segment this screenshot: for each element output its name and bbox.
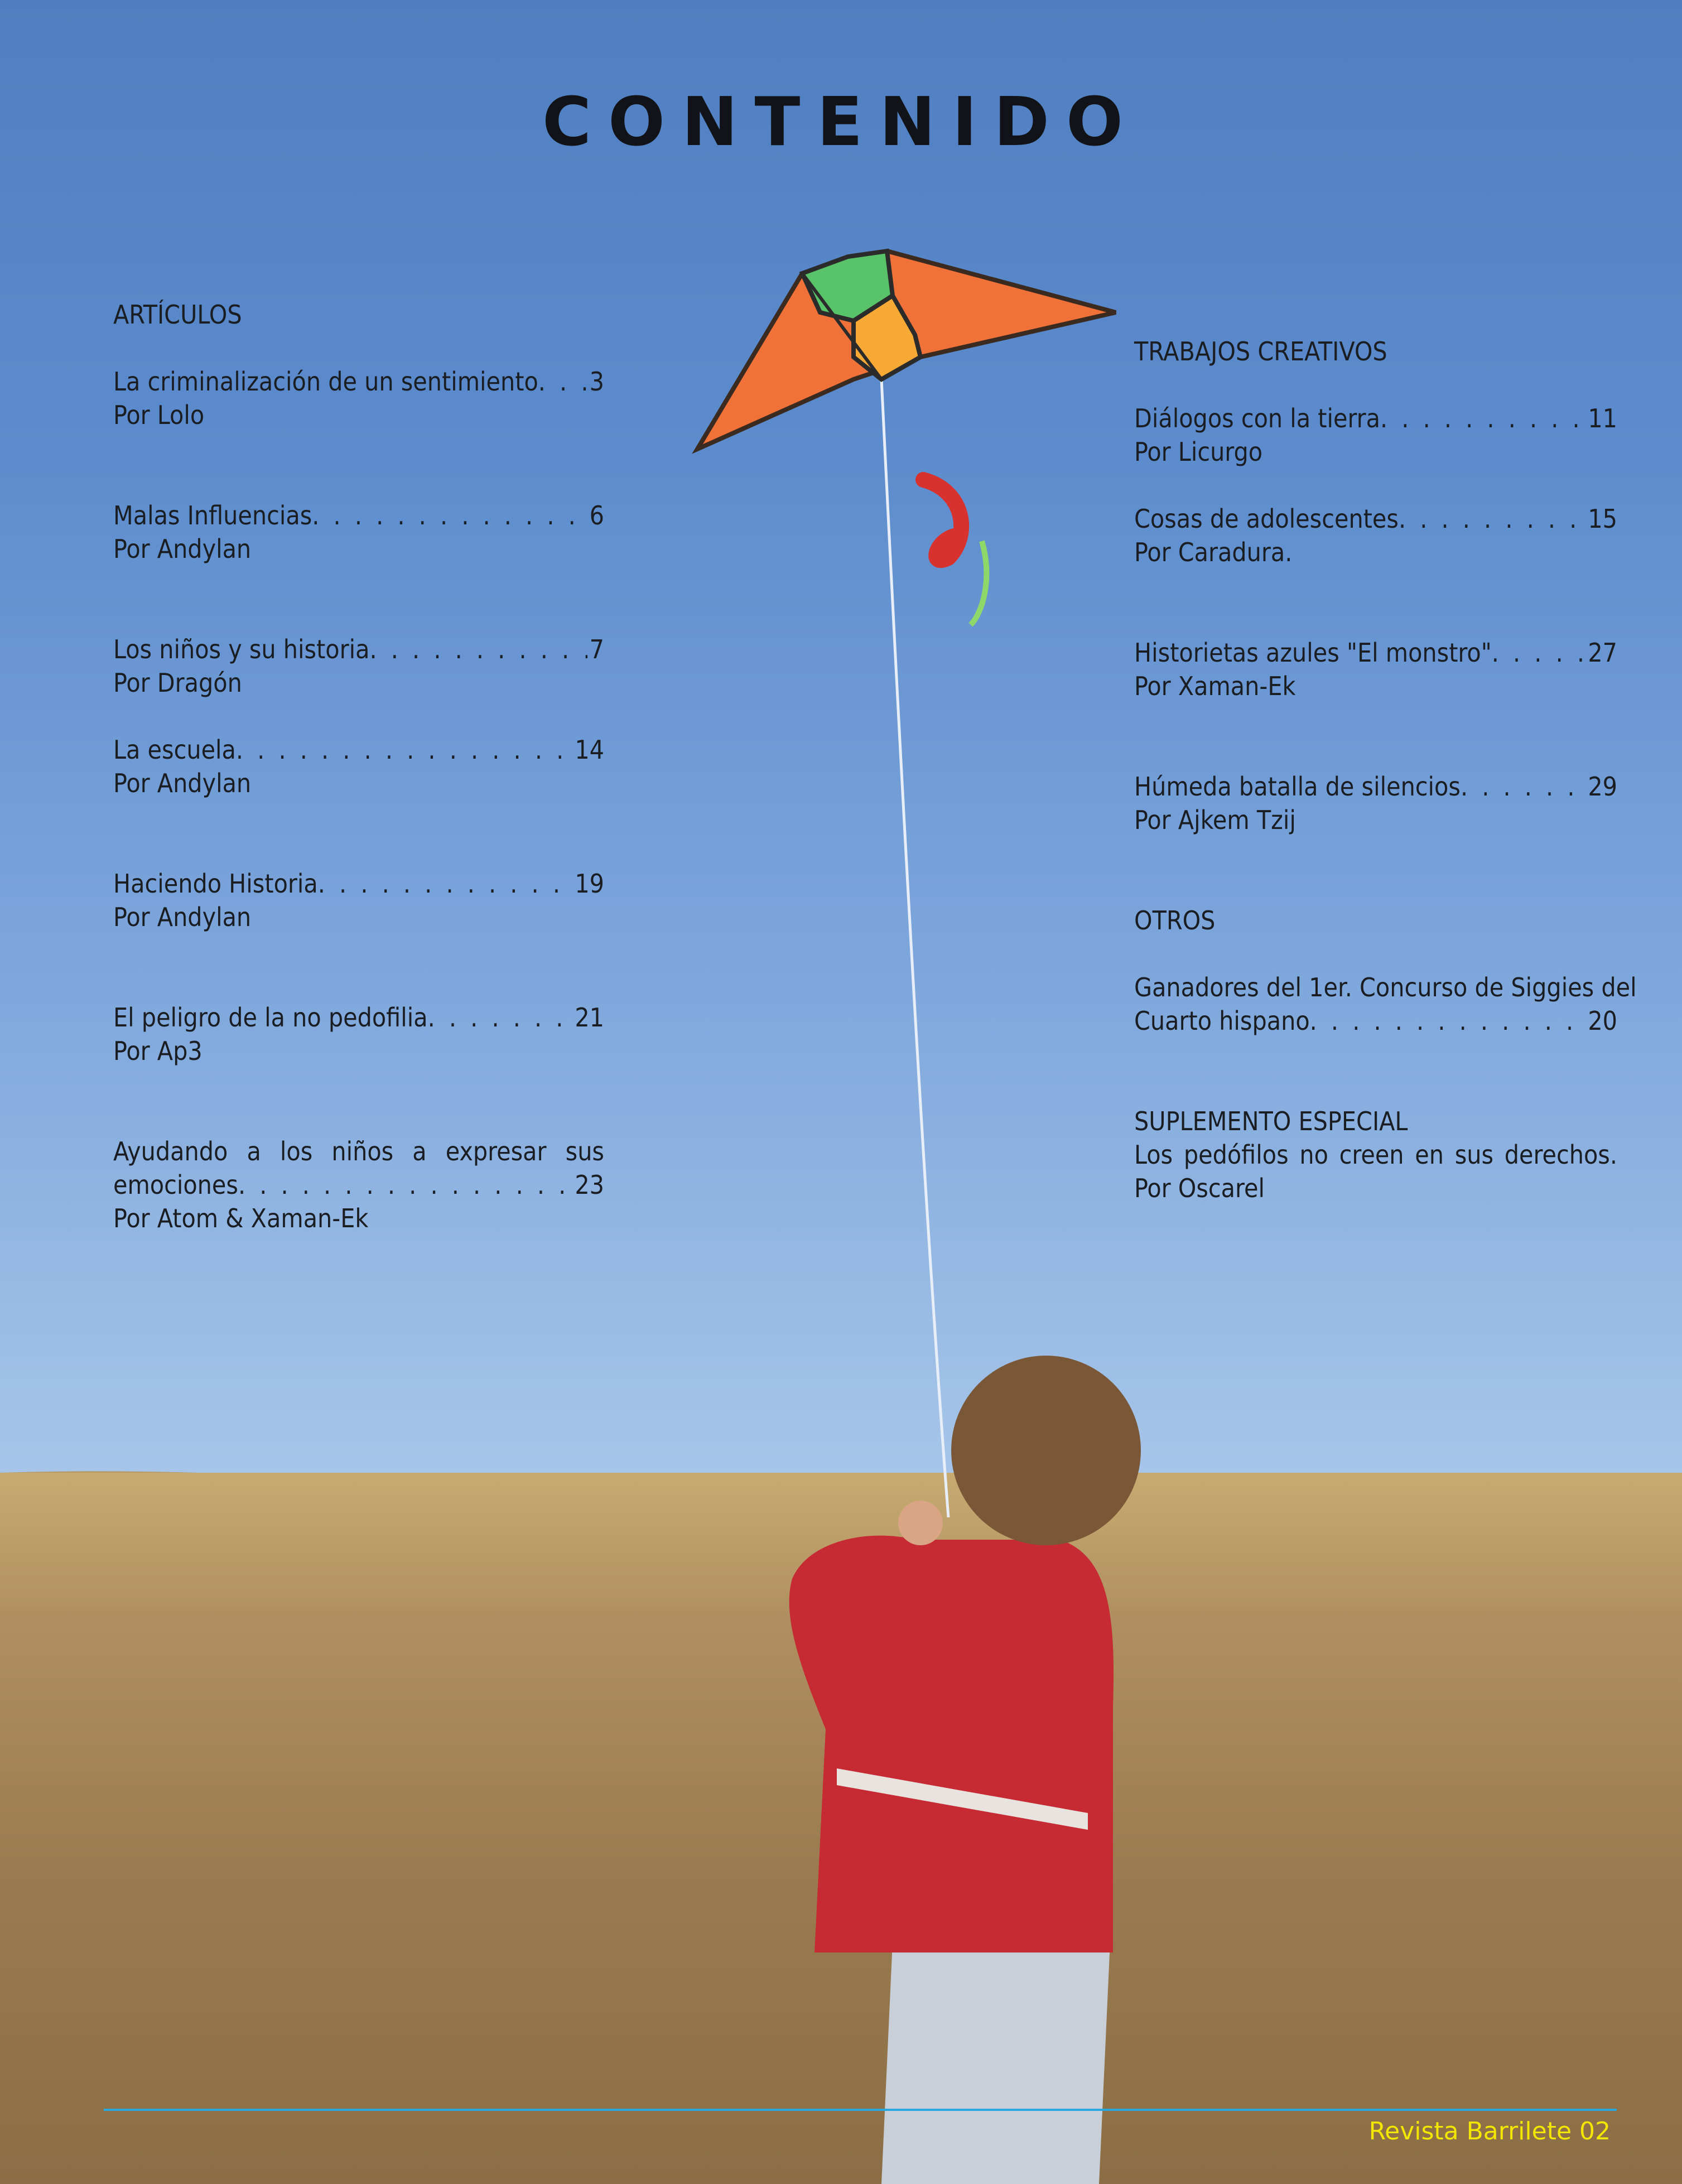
entry-title: La criminalización de un sentimiento [113, 367, 538, 397]
toc-entry[interactable] [113, 365, 604, 432]
entry-author: Por Caradura. [1134, 537, 1293, 567]
page-number: 15 [1588, 504, 1617, 534]
dot-leader [1461, 770, 1585, 803]
entry-author: Por Andylan [113, 768, 252, 798]
entry-title: Los pedófilos no creen en sus derechos. [1134, 1140, 1617, 1170]
articles-column [113, 298, 604, 1233]
section-heading-articulos: ARTÍCULOS [113, 300, 242, 330]
toc-entry[interactable] [113, 867, 604, 934]
dot-leader [318, 867, 573, 900]
page-number: 6 [589, 500, 604, 531]
entry-title: Cosas de adolescentes [1134, 504, 1399, 534]
entry-author: Por Andylan [113, 534, 252, 564]
entry-title: La escuela [113, 735, 236, 765]
entry-title: Haciendo Historia [113, 869, 318, 899]
supplement-block[interactable] [1134, 1105, 1617, 1205]
section-heading-suplemento: SUPLEMENTO ESPECIAL [1134, 1106, 1408, 1136]
entry-author: Por Dragón [113, 668, 242, 698]
toc-entry[interactable] [113, 733, 604, 800]
footer-divider [104, 2109, 1617, 2111]
page-number: 7 [589, 634, 604, 664]
dot-leader [538, 365, 587, 398]
page-number: 29 [1588, 772, 1617, 802]
entry-author: Por Licurgo [1134, 437, 1263, 467]
section-heading-otros: OTROS [1134, 905, 1216, 936]
dot-leader [1310, 1004, 1586, 1038]
entry-title: Húmeda batalla de silencios [1134, 772, 1461, 802]
dot-leader [369, 633, 587, 666]
section-heading-trabajos: TRABAJOS CREATIVOS [1134, 336, 1387, 367]
entry-title: Malas Influencias [113, 500, 312, 531]
page-number: 14 [575, 735, 604, 765]
entry-author: Por Ap3 [113, 1036, 203, 1066]
entry-author: Por Lolo [113, 400, 205, 430]
toc-entry[interactable] [113, 1135, 604, 1235]
toc-entry[interactable] [1134, 971, 1637, 1038]
toc-entry[interactable] [1134, 402, 1617, 469]
entry-title: Diálogos con la tierra [1134, 403, 1381, 433]
dot-leader [238, 1168, 572, 1202]
dot-leader [1380, 402, 1585, 435]
entry-title-continued: Cuarto hispano [1134, 1006, 1310, 1036]
page-number: 20 [1588, 1006, 1617, 1036]
entry-author: Por Ajkem Tzij [1134, 805, 1296, 835]
dot-leader [1399, 502, 1585, 536]
dot-leader [236, 733, 572, 766]
entry-title: Historietas azules "El monstro" [1134, 638, 1492, 668]
entry-author: Por Atom & Xaman-Ek [113, 1203, 369, 1233]
dot-leader [428, 1001, 573, 1034]
entry-title: Los niños y su historia [113, 634, 370, 664]
page-title: CONTENIDO [542, 84, 1140, 161]
entry-author: Por Xaman-Ek [1134, 671, 1296, 701]
footer-magazine-label: Revista Barrilete 02 [1368, 2117, 1611, 2146]
dot-leader [1492, 636, 1586, 669]
toc-entry[interactable] [113, 1001, 604, 1068]
entry-title-continued: emociones [113, 1170, 238, 1200]
entry-title: El peligro de la no pedofilia [113, 1002, 428, 1033]
page-number: 27 [1588, 638, 1617, 668]
page-number: 23 [575, 1170, 604, 1200]
page-number: 3 [589, 367, 604, 397]
entry-title: Ganadores del 1er. Concurso de Siggies del [1134, 972, 1637, 1002]
entry-author: Por Andylan [113, 902, 252, 932]
page-number: 11 [1588, 403, 1617, 433]
toc-entry[interactable] [1134, 636, 1617, 703]
page-number: 21 [575, 1002, 604, 1033]
toc-entry[interactable] [113, 633, 604, 700]
entry-title: Ayudando a los niños a expresar sus [113, 1136, 604, 1166]
toc-entry[interactable] [113, 499, 604, 566]
page-number: 19 [575, 869, 604, 899]
entry-author: Por Oscarel [1134, 1173, 1265, 1203]
toc-entry[interactable] [1134, 770, 1617, 837]
dot-leader [312, 499, 587, 532]
creative-column [1134, 335, 1637, 1203]
toc-entry[interactable] [1134, 502, 1617, 569]
